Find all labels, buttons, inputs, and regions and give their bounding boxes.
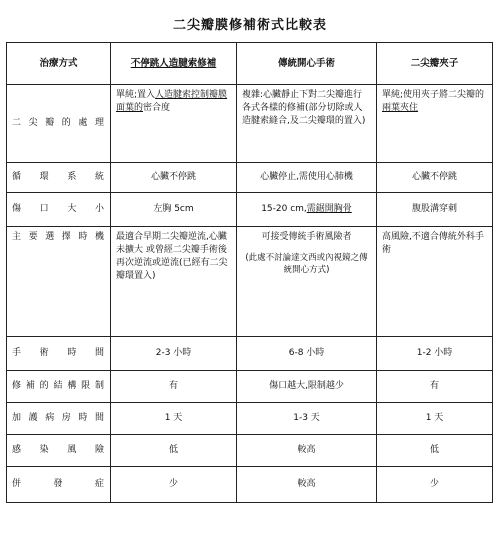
document-title: 二尖瓣膜修補術式比較表 [172, 18, 327, 33]
cell-text: 較高 [297, 444, 316, 455]
header-cell-artificial-chordae [111, 43, 237, 85]
cell-open-heart [237, 403, 377, 435]
cell-text: 可接受傳統手術風險者 [261, 232, 352, 242]
cell-text: 心臟停止,需使用心肺機 [260, 171, 353, 182]
cell-mitraclip [377, 371, 493, 403]
cell-text: 心臟不停跳 [150, 171, 196, 182]
cell-text: 有 [429, 380, 439, 391]
cell-text: 密合度 [143, 103, 171, 114]
row-label: 主要選擇時機 [7, 227, 111, 337]
cell-artificial-chordae [111, 467, 237, 503]
cell-text: 15-20 cm, [261, 203, 307, 214]
cell-open-heart [237, 337, 377, 371]
cell-text: 腹股溝穿刺 [411, 203, 457, 214]
header-cell-treatment: 治療方式 [7, 43, 111, 85]
cell-text: 2-3 小時 [155, 347, 192, 358]
row-label: 加護病房時間 [7, 403, 111, 435]
cell-open-heart [237, 467, 377, 503]
cell-artificial-chordae [111, 163, 237, 193]
cell-open-heart [237, 435, 377, 467]
row-label: 循環系統 [7, 163, 111, 193]
table-row [7, 435, 493, 467]
cell-text: 最適合早期二尖瓣逆流,心臟未擴大 或曾經二尖瓣手術後再次逆流或逆流(已經有二尖瓣環置入) [116, 232, 228, 282]
cell-mitraclip [377, 435, 493, 467]
cell-text: 6-8 小時 [288, 347, 325, 358]
cell-text: 較高 [297, 478, 316, 489]
cell-text-underlined: 人造腱索控制瓣膜面葉的 [116, 90, 228, 114]
cell-text-underlined: 兩葉夾住 [382, 103, 419, 114]
cell-open-heart [237, 193, 377, 227]
cell-text-underlined: 需鋸開胸骨 [306, 203, 352, 214]
cell-text: 少 [168, 478, 178, 489]
row-label: 修補的結構限制 [7, 371, 111, 403]
cell-note: (此處不討論達文西或內視鏡之傳統開心方式) [245, 253, 368, 276]
table-row [7, 227, 493, 337]
table-row [7, 193, 493, 227]
table-row [7, 337, 493, 371]
cell-text: 1-2 小時 [416, 347, 453, 358]
cell-mitraclip [377, 85, 493, 163]
cell-text: 低 [429, 444, 439, 455]
cell-text: 少 [429, 478, 439, 489]
cell-text: 低 [168, 444, 178, 455]
cell-text: 傷口越大,限制越少 [269, 380, 344, 391]
table-row [7, 403, 493, 435]
cell-mitraclip [377, 337, 493, 371]
cell-text: 左胸 5cm [153, 203, 194, 214]
cell-open-heart [237, 163, 377, 193]
cell-artificial-chordae [111, 85, 237, 163]
cell-text: 有 [168, 380, 178, 391]
row-label: 二尖瓣的處理 [7, 85, 111, 163]
header-cell-mitraclip: 二尖瓣夾子 [377, 43, 493, 85]
table-row [7, 371, 493, 403]
cell-text: 單純;置入 [116, 90, 156, 100]
cell-text: 1-3 天 [293, 412, 320, 423]
cell-text: 1 天 [164, 412, 183, 423]
row-label: 傷口大小 [7, 193, 111, 227]
cell-mitraclip [377, 193, 493, 227]
cell-text: 1 天 [425, 412, 444, 423]
table-header-row [7, 43, 493, 85]
cell-mitraclip [377, 467, 493, 503]
comparison-table [6, 42, 493, 503]
row-label: 感染風險 [7, 435, 111, 467]
cell-open-heart [237, 227, 377, 337]
cell-text: 心臟不停跳 [411, 171, 457, 182]
cell-mitraclip [377, 163, 493, 193]
cell-artificial-chordae [111, 403, 237, 435]
cell-text: 高風險,不適合傳統外科手術 [382, 232, 484, 256]
table-row [7, 163, 493, 193]
cell-artificial-chordae [111, 337, 237, 371]
row-label: 併發症 [7, 467, 111, 503]
header-cell-open-heart: 傳統開心手術 [237, 43, 377, 85]
header-cell-artificial-chordae-text: 不停跳人造腱索修補 [130, 57, 217, 69]
row-label: 手術時間 [7, 337, 111, 371]
cell-text: 複雜:心臟靜止下對二尖瓣進行各式各樣的修補(部分切除或人造腱索縫合,及二尖瓣環的置入) [242, 90, 366, 127]
cell-mitraclip [377, 227, 493, 337]
cell-artificial-chordae [111, 371, 237, 403]
cell-artificial-chordae [111, 435, 237, 467]
cell-mitraclip [377, 403, 493, 435]
cell-artificial-chordae [111, 227, 237, 337]
table-row [7, 85, 493, 163]
cell-open-heart [237, 85, 377, 163]
cell-text: 單純;使用夾子將二尖瓣的 [382, 90, 485, 100]
cell-artificial-chordae [111, 193, 237, 227]
table-row [7, 467, 493, 503]
cell-open-heart [237, 371, 377, 403]
